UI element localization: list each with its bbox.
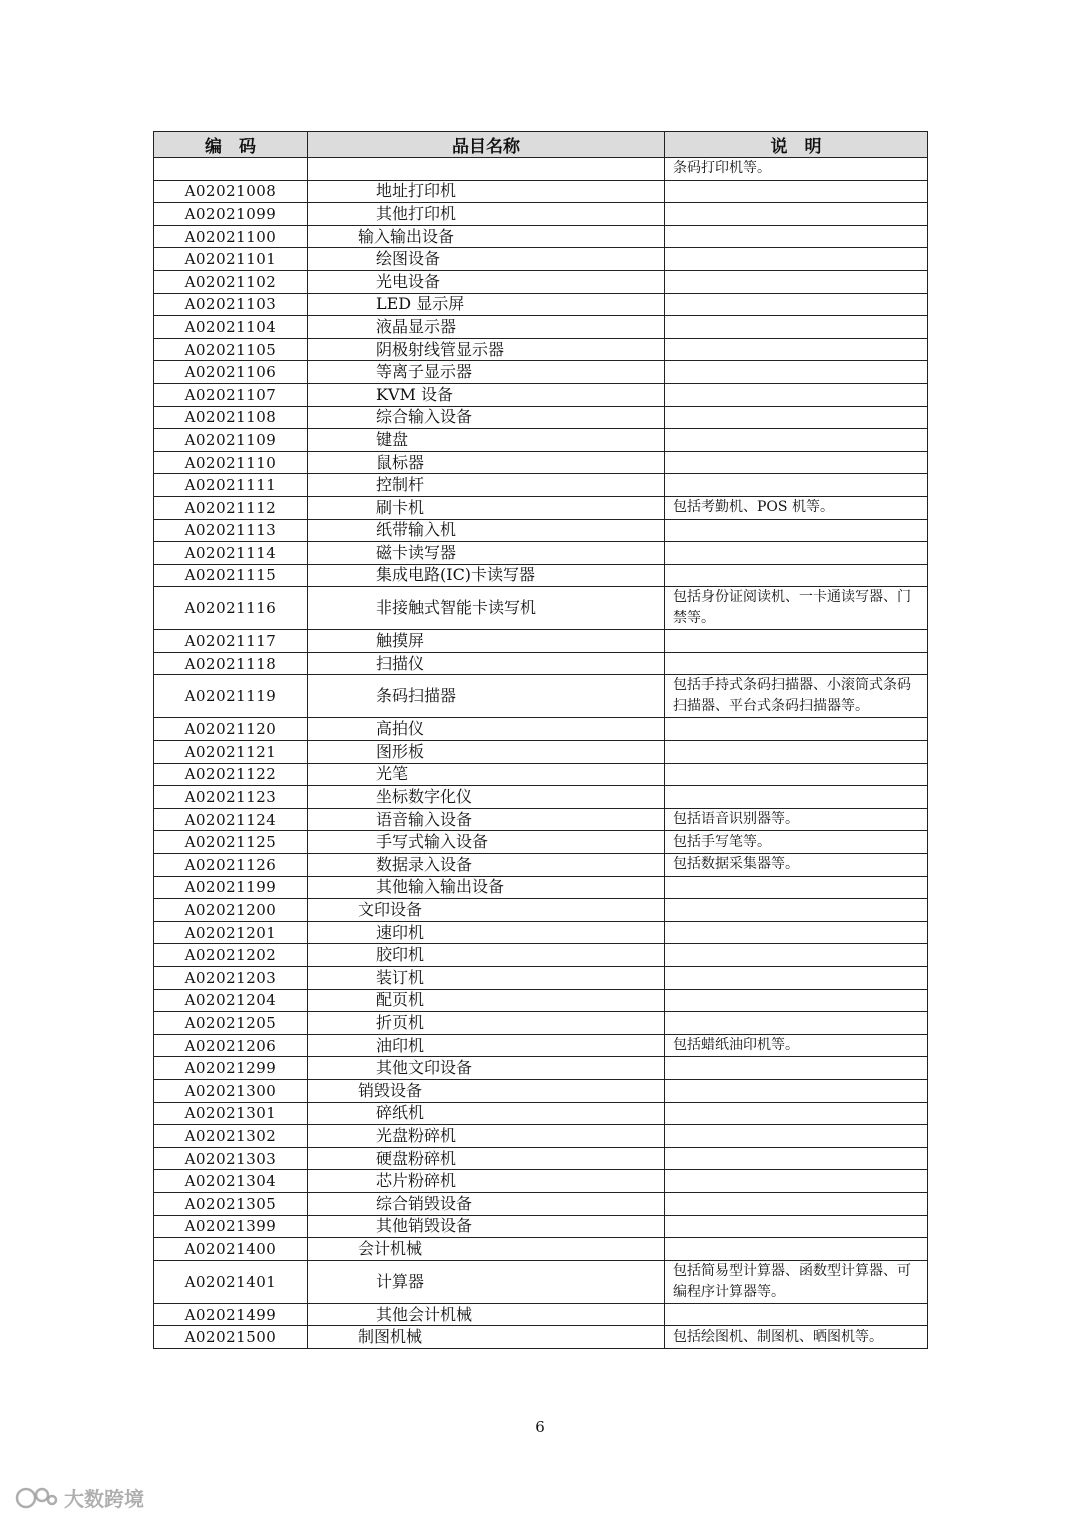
item-name: 纸带输入机 xyxy=(308,519,665,542)
item-description xyxy=(665,1125,928,1148)
item-name: KVM 设备 xyxy=(308,383,665,406)
item-code: A02021120 xyxy=(154,718,308,741)
item-code: A02021204 xyxy=(154,989,308,1012)
item-code: A02021122 xyxy=(154,763,308,786)
item-description: 包括蜡纸油印机等。 xyxy=(665,1034,928,1057)
item-code: A02021303 xyxy=(154,1147,308,1170)
item-code: A02021109 xyxy=(154,429,308,452)
watermark xyxy=(14,1483,144,1512)
table-row xyxy=(154,1147,928,1170)
table-row xyxy=(154,652,928,675)
item-name: 手写式输入设备 xyxy=(308,831,665,854)
item-code: A02021112 xyxy=(154,496,308,519)
table-row xyxy=(154,741,928,764)
item-code: A02021119 xyxy=(154,675,308,718)
item-code: A02021107 xyxy=(154,383,308,406)
item-name: LED 显示屏 xyxy=(308,293,665,316)
item-name: 等离子显示器 xyxy=(308,361,665,384)
item-name: 条码扫描器 xyxy=(308,675,665,718)
item-code: A02021114 xyxy=(154,542,308,565)
item-code: A02021203 xyxy=(154,967,308,990)
item-code: A02021401 xyxy=(154,1260,308,1303)
item-name: 折页机 xyxy=(308,1012,665,1035)
item-code: A02021300 xyxy=(154,1079,308,1102)
item-description: 包括身份证阅读机、一卡通读写器、门禁等。 xyxy=(665,587,928,630)
item-code: A02021206 xyxy=(154,1034,308,1057)
item-code: A02021301 xyxy=(154,1102,308,1125)
item-description xyxy=(665,248,928,271)
item-code: A02021102 xyxy=(154,270,308,293)
table-row xyxy=(154,718,928,741)
table-row xyxy=(154,270,928,293)
table-row xyxy=(154,383,928,406)
table-row xyxy=(154,763,928,786)
item-description xyxy=(665,1079,928,1102)
item-name: 其他销毁设备 xyxy=(308,1215,665,1238)
item-description: 包括语音识别器等。 xyxy=(665,808,928,831)
item-description xyxy=(665,180,928,203)
item-description xyxy=(665,564,928,587)
item-code: A02021302 xyxy=(154,1125,308,1148)
item-code: A02021304 xyxy=(154,1170,308,1193)
item-name: 配页机 xyxy=(308,989,665,1012)
item-description xyxy=(665,1192,928,1215)
item-description xyxy=(665,786,928,809)
item-description xyxy=(665,338,928,361)
item-name: 光笔 xyxy=(308,763,665,786)
item-description xyxy=(665,474,928,497)
item-description xyxy=(665,203,928,226)
item-description xyxy=(665,876,928,899)
table-row xyxy=(154,1079,928,1102)
table-row xyxy=(154,587,928,630)
item-code: A02021125 xyxy=(154,831,308,854)
item-code: A02021124 xyxy=(154,808,308,831)
item-description xyxy=(665,1102,928,1125)
item-name: 计算器 xyxy=(308,1260,665,1303)
table-row xyxy=(154,180,928,203)
table-row xyxy=(154,967,928,990)
table-row xyxy=(154,854,928,877)
item-name: 液晶显示器 xyxy=(308,316,665,339)
item-description xyxy=(665,989,928,1012)
item-name: 高拍仪 xyxy=(308,718,665,741)
item-code: A02021111 xyxy=(154,474,308,497)
item-name xyxy=(308,158,665,181)
item-code: A02021099 xyxy=(154,203,308,226)
header-row xyxy=(154,132,928,158)
item-description xyxy=(665,652,928,675)
item-code: A02021118 xyxy=(154,652,308,675)
item-code: A02021305 xyxy=(154,1192,308,1215)
item-description xyxy=(665,1057,928,1080)
item-code: A02021126 xyxy=(154,854,308,877)
item-name: 销毁设备 xyxy=(308,1079,665,1102)
header-item-name: 品目名称 xyxy=(308,132,665,158)
item-code: A02021113 xyxy=(154,519,308,542)
item-description xyxy=(665,630,928,653)
table-row xyxy=(154,293,928,316)
item-name: 其他会计机械 xyxy=(308,1303,665,1326)
table-row xyxy=(154,1057,928,1080)
table-row xyxy=(154,1102,928,1125)
table-row xyxy=(154,876,928,899)
table-row xyxy=(154,203,928,226)
table-row xyxy=(154,675,928,718)
item-name: 综合输入设备 xyxy=(308,406,665,429)
item-name: 鼠标器 xyxy=(308,451,665,474)
item-name: 芯片粉碎机 xyxy=(308,1170,665,1193)
item-name: 会计机械 xyxy=(308,1238,665,1261)
item-name: 制图机械 xyxy=(308,1326,665,1349)
item-code: A02021103 xyxy=(154,293,308,316)
item-code: A02021123 xyxy=(154,786,308,809)
item-code: A02021202 xyxy=(154,944,308,967)
table-row xyxy=(154,451,928,474)
item-description xyxy=(665,1147,928,1170)
item-name: 阴极射线管显示器 xyxy=(308,338,665,361)
item-description xyxy=(665,542,928,565)
item-name: 磁卡读写器 xyxy=(308,542,665,565)
table-row xyxy=(154,429,928,452)
item-name: 综合销毁设备 xyxy=(308,1192,665,1215)
brand-logo-icon xyxy=(14,1485,58,1511)
header-code: 编 码 xyxy=(154,132,308,158)
item-name: 图形板 xyxy=(308,741,665,764)
item-code: A02021108 xyxy=(154,406,308,429)
table-header xyxy=(154,132,928,158)
item-name: 其他文印设备 xyxy=(308,1057,665,1080)
item-description: 包括手写笔等。 xyxy=(665,831,928,854)
item-name: 输入输出设备 xyxy=(308,225,665,248)
item-code: A02021104 xyxy=(154,316,308,339)
table-row xyxy=(154,921,928,944)
item-description xyxy=(665,225,928,248)
item-description xyxy=(665,1170,928,1193)
item-name: 装订机 xyxy=(308,967,665,990)
item-description xyxy=(665,763,928,786)
table-row xyxy=(154,158,928,181)
table-row xyxy=(154,564,928,587)
item-description xyxy=(665,270,928,293)
item-code: A02021101 xyxy=(154,248,308,271)
item-code: A02021499 xyxy=(154,1303,308,1326)
item-name: 地址打印机 xyxy=(308,180,665,203)
item-description: 包括手持式条码扫描器、小滚筒式条码扫描器、平台式条码扫描器等。 xyxy=(665,675,928,718)
table-row xyxy=(154,899,928,922)
item-name: 光电设备 xyxy=(308,270,665,293)
item-name: 光盘粉碎机 xyxy=(308,1125,665,1148)
item-name: 坐标数字化仪 xyxy=(308,786,665,809)
table-row xyxy=(154,808,928,831)
item-name: 其他打印机 xyxy=(308,203,665,226)
item-name: 胶印机 xyxy=(308,944,665,967)
table-row xyxy=(154,1260,928,1303)
table-row xyxy=(154,1034,928,1057)
item-code xyxy=(154,158,308,181)
item-name: 绘图设备 xyxy=(308,248,665,271)
item-description xyxy=(665,718,928,741)
table-row xyxy=(154,1170,928,1193)
table-row xyxy=(154,519,928,542)
table-row xyxy=(154,1125,928,1148)
item-description xyxy=(665,519,928,542)
table-row xyxy=(154,361,928,384)
item-description: 包括数据采集器等。 xyxy=(665,854,928,877)
item-code: A02021100 xyxy=(154,225,308,248)
item-name: 控制杆 xyxy=(308,474,665,497)
table-row xyxy=(154,1012,928,1035)
table-row xyxy=(154,474,928,497)
item-code: A02021110 xyxy=(154,451,308,474)
item-description: 包括绘图机、制图机、晒图机等。 xyxy=(665,1326,928,1349)
item-description: 包括考勤机、POS 机等。 xyxy=(665,496,928,519)
item-name: 非接触式智能卡读写机 xyxy=(308,587,665,630)
item-code: A02021500 xyxy=(154,1326,308,1349)
table-row xyxy=(154,338,928,361)
item-name: 语音输入设备 xyxy=(308,808,665,831)
item-description: 包括简易型计算器、函数型计算器、可编程序计算器等。 xyxy=(665,1260,928,1303)
item-description xyxy=(665,383,928,406)
table-row xyxy=(154,542,928,565)
watermark-text: 大数跨境 xyxy=(64,1487,144,1511)
item-code: A02021008 xyxy=(154,180,308,203)
item-name: 扫描仪 xyxy=(308,652,665,675)
item-code: A02021116 xyxy=(154,587,308,630)
item-code: A02021199 xyxy=(154,876,308,899)
table-row xyxy=(154,225,928,248)
item-code: A02021105 xyxy=(154,338,308,361)
table-row xyxy=(154,1215,928,1238)
table-row xyxy=(154,786,928,809)
table-row xyxy=(154,1326,928,1349)
item-code: A02021121 xyxy=(154,741,308,764)
table-row xyxy=(154,1192,928,1215)
item-description xyxy=(665,316,928,339)
item-name: 文印设备 xyxy=(308,899,665,922)
catalog-table xyxy=(153,131,928,1349)
item-description xyxy=(665,451,928,474)
item-description xyxy=(665,1215,928,1238)
item-name: 刷卡机 xyxy=(308,496,665,519)
item-description xyxy=(665,1012,928,1035)
item-code: A02021200 xyxy=(154,899,308,922)
item-description xyxy=(665,406,928,429)
item-description xyxy=(665,1303,928,1326)
item-name: 数据录入设备 xyxy=(308,854,665,877)
item-name: 集成电路(IC)卡读写器 xyxy=(308,564,665,587)
item-description xyxy=(665,921,928,944)
item-name: 速印机 xyxy=(308,921,665,944)
item-description xyxy=(665,293,928,316)
item-description xyxy=(665,899,928,922)
item-name: 触摸屏 xyxy=(308,630,665,653)
item-description xyxy=(665,967,928,990)
table-row xyxy=(154,944,928,967)
item-code: A02021117 xyxy=(154,630,308,653)
item-description xyxy=(665,1238,928,1261)
item-name: 其他输入输出设备 xyxy=(308,876,665,899)
item-name: 硬盘粉碎机 xyxy=(308,1147,665,1170)
page-number: 6 xyxy=(535,1418,545,1436)
table-row xyxy=(154,989,928,1012)
header-description: 说 明 xyxy=(665,132,928,158)
item-description xyxy=(665,944,928,967)
item-code: A02021201 xyxy=(154,921,308,944)
table-row xyxy=(154,496,928,519)
item-code: A02021400 xyxy=(154,1238,308,1261)
table-row xyxy=(154,1303,928,1326)
item-description xyxy=(665,741,928,764)
table-body xyxy=(154,158,928,1349)
item-description xyxy=(665,361,928,384)
item-code: A02021205 xyxy=(154,1012,308,1035)
table-row xyxy=(154,248,928,271)
item-description xyxy=(665,429,928,452)
table-row xyxy=(154,1238,928,1261)
item-code: A02021399 xyxy=(154,1215,308,1238)
table-row xyxy=(154,316,928,339)
item-name: 键盘 xyxy=(308,429,665,452)
item-name: 碎纸机 xyxy=(308,1102,665,1125)
table-row xyxy=(154,630,928,653)
table-row xyxy=(154,406,928,429)
item-code: A02021115 xyxy=(154,564,308,587)
item-code: A02021106 xyxy=(154,361,308,384)
item-code: A02021299 xyxy=(154,1057,308,1080)
table-row xyxy=(154,831,928,854)
item-name: 油印机 xyxy=(308,1034,665,1057)
item-description: 条码打印机等。 xyxy=(665,158,928,181)
